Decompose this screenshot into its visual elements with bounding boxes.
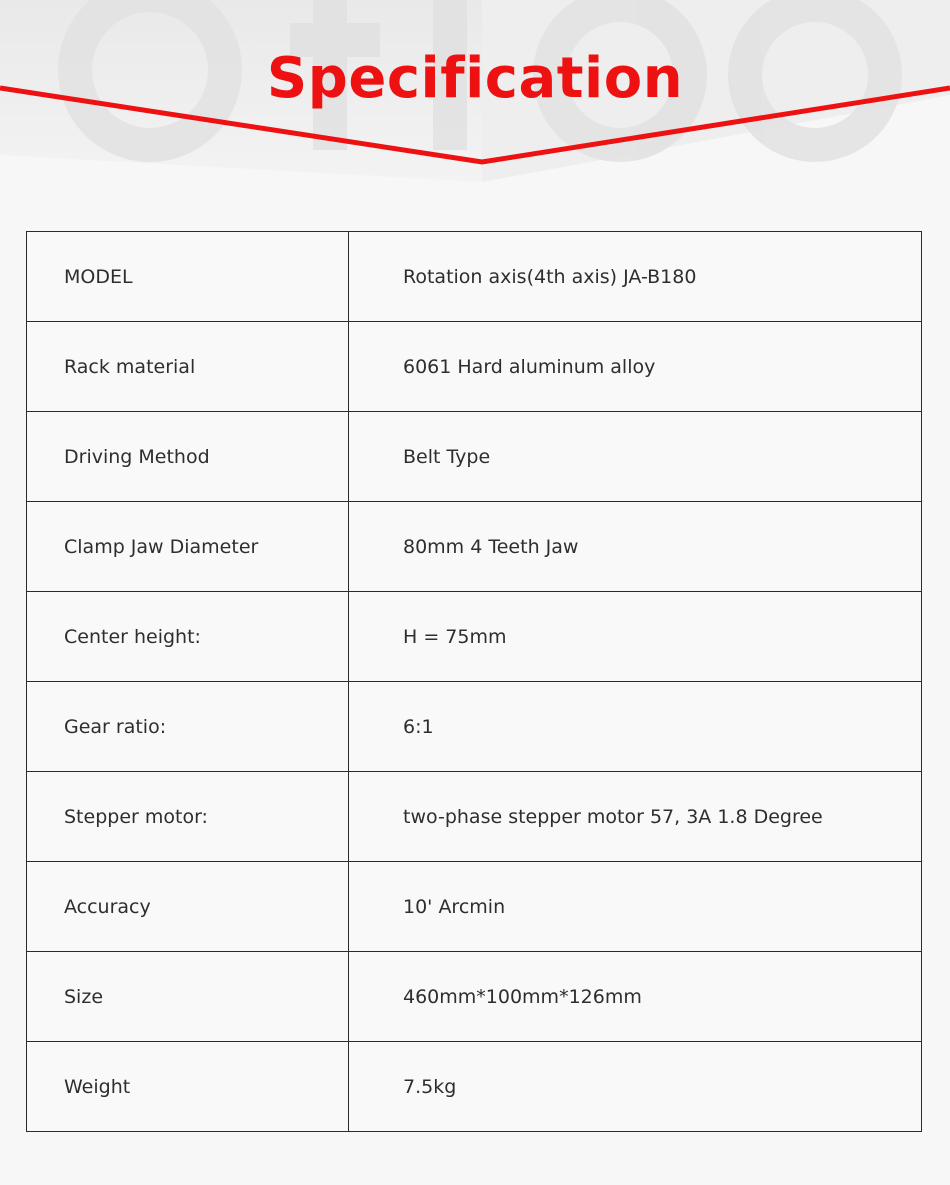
spec-value: two-phase stepper motor 57, 3A 1.8 Degree [349, 772, 922, 862]
table-row [27, 682, 922, 772]
spec-value: 6061 Hard aluminum alloy [349, 322, 922, 412]
spec-value: 10' Arcmin [349, 862, 922, 952]
spec-value: 80mm 4 Teeth Jaw [349, 502, 922, 592]
spec-value: H = 75mm [349, 592, 922, 682]
spec-label: Clamp Jaw Diameter [27, 502, 349, 592]
spec-value: 7.5kg [349, 1042, 922, 1132]
table-row [27, 952, 922, 1042]
spec-value: Belt Type [349, 412, 922, 502]
page-title: Specification [266, 46, 684, 111]
table-row [27, 232, 922, 322]
table-row [27, 1042, 922, 1132]
table-row [27, 502, 922, 592]
table-row [27, 862, 922, 952]
spec-label: MODEL [27, 232, 349, 322]
table-row [27, 592, 922, 682]
spec-label: Size [27, 952, 349, 1042]
spec-label: Stepper motor: [27, 772, 349, 862]
spec-value: 460mm*100mm*126mm [349, 952, 922, 1042]
spec-label: Weight [27, 1042, 349, 1132]
table-row [27, 412, 922, 502]
spec-value: 6:1 [349, 682, 922, 772]
table-row [27, 322, 922, 412]
spec-value: Rotation axis(4th axis) JA-B180 [349, 232, 922, 322]
spec-label: Gear ratio: [27, 682, 349, 772]
spec-label: Driving Method [27, 412, 349, 502]
spec-label: Accuracy [27, 862, 349, 952]
spec-label: Center height: [27, 592, 349, 682]
table-row [27, 772, 922, 862]
spec-table [26, 231, 922, 1132]
spec-label: Rack material [27, 322, 349, 412]
